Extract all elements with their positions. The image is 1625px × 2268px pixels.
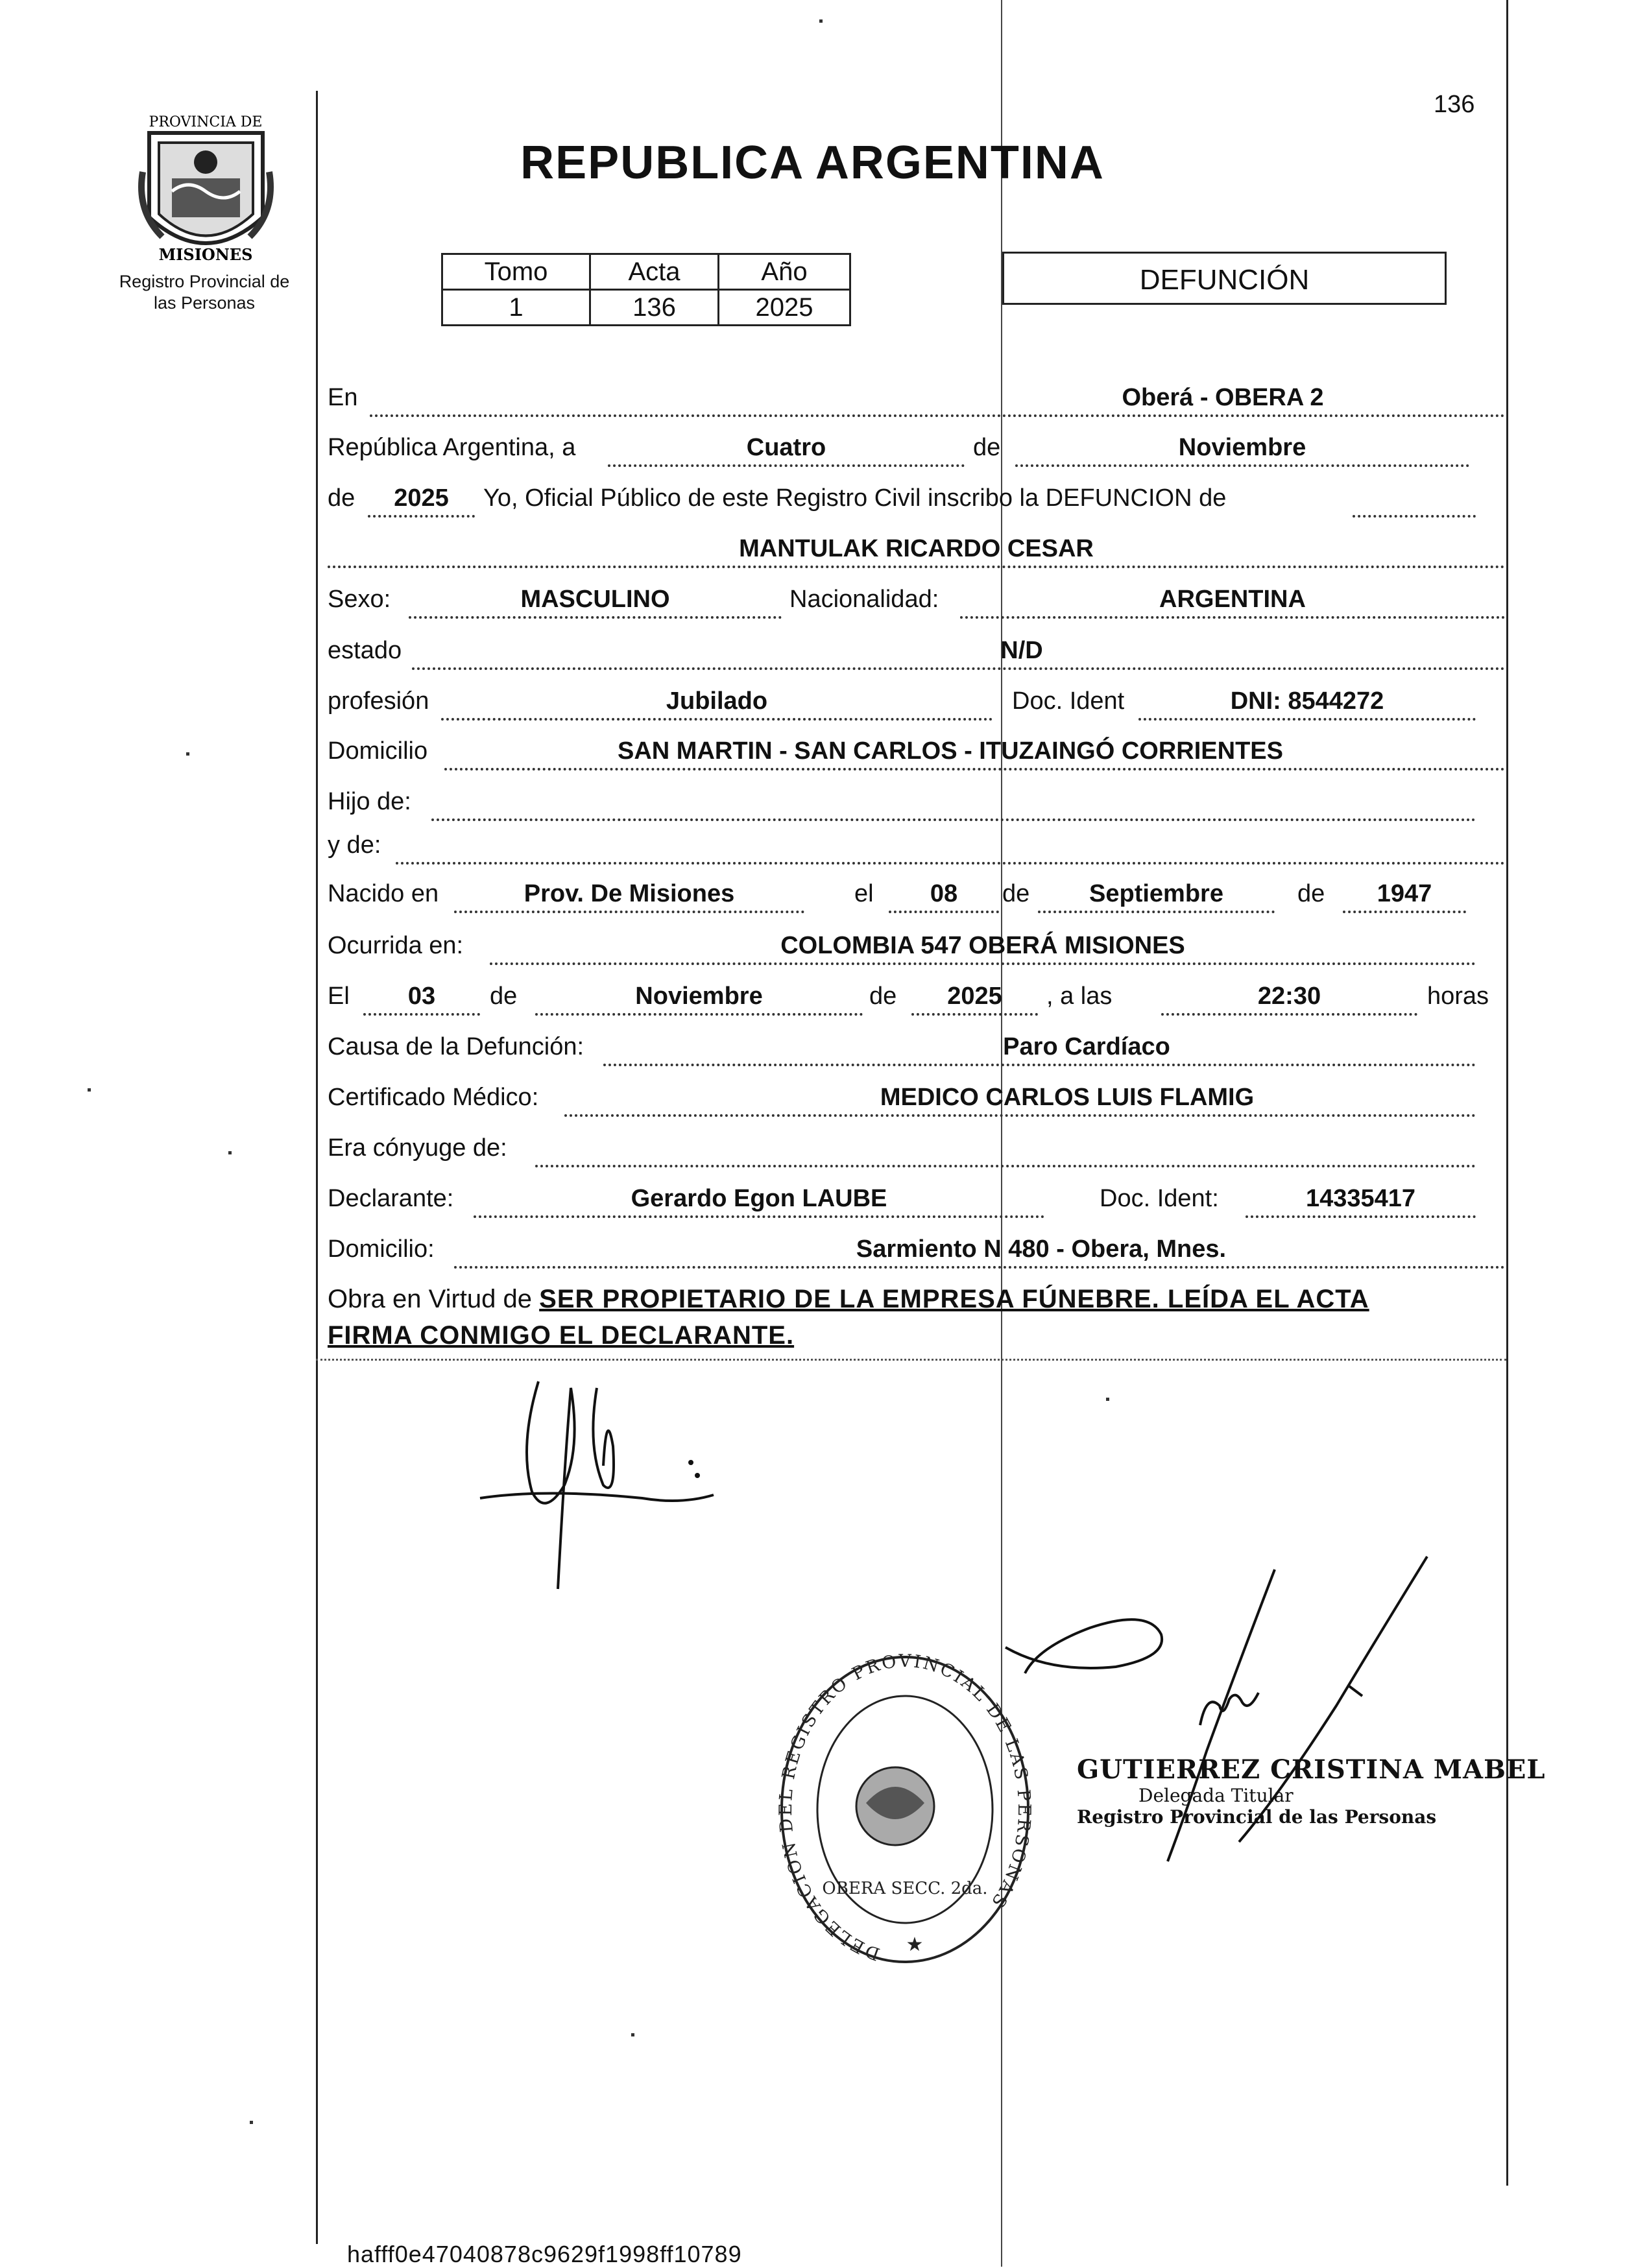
anio-header: Año — [719, 254, 850, 290]
logo-text-top: PROVINCIA DE — [149, 114, 263, 130]
row-fallecimiento — [328, 965, 1505, 1016]
horas-label: horas — [1427, 983, 1489, 1010]
oficial-text: Yo, Oficial Público de este Registro Civil inscribo la DEFUNCION de — [483, 484, 1227, 512]
fallec-mes: Noviembre — [635, 983, 763, 1010]
declarante-value: Gerardo Egon LAUBE — [631, 1185, 887, 1212]
obra-value-line1: SER PROPIETARIO DE LA EMPRESA FÚNEBRE. LEÍDA EL ACTA — [539, 1285, 1369, 1313]
causa-value: Paro Cardíaco — [1003, 1033, 1170, 1060]
acta-header: Acta — [590, 254, 719, 290]
row-nacido — [328, 863, 1505, 913]
fallec-dia: 03 — [407, 983, 436, 1010]
right-margin-line — [1506, 0, 1508, 2186]
stray-dot — [250, 2121, 253, 2124]
row-certificado — [328, 1066, 1505, 1117]
doc-label: Doc. Ident — [1012, 687, 1125, 715]
nacionalidad-value: ARGENTINA — [1159, 586, 1306, 613]
row-oficial — [328, 467, 1505, 518]
day-text: Cuatro — [746, 434, 826, 461]
row-domicilio2 — [328, 1218, 1505, 1269]
registry-label-line2: las Personas — [153, 293, 256, 313]
certificado-label: Certificado Médico: — [328, 1084, 539, 1111]
sexo-label: Sexo: — [328, 586, 391, 613]
row-sexo — [328, 568, 1505, 619]
de2-label: de — [328, 484, 355, 512]
declarant-signature — [467, 1368, 727, 1602]
stray-dot — [819, 19, 823, 23]
nacionalidad-label: Nacionalidad: — [789, 586, 939, 613]
nacido-dia: 08 — [930, 880, 958, 907]
stamp-inner-text: OBERA SECC. 2da. — [822, 1879, 988, 1898]
de6-label: de — [869, 983, 897, 1010]
alas-label: , a las — [1046, 983, 1113, 1010]
official-signature — [973, 1537, 1492, 1874]
tomo-value: 1 — [442, 290, 590, 326]
obra-label: Obra en Virtud de — [328, 1285, 533, 1313]
obra-separator — [316, 1359, 1506, 1361]
official-name: GUTIERREZ CRISTINA MABEL — [1077, 1754, 1546, 1785]
svg-text:★: ★ — [906, 1934, 924, 1955]
fallec-anio: 2025 — [947, 983, 1002, 1010]
row-deceased-name — [328, 518, 1505, 568]
estado-value: N/D — [1000, 637, 1043, 664]
ocurrida-value: COLOMBIA 547 OBERÁ MISIONES — [780, 932, 1185, 959]
row-conyuge — [328, 1117, 1505, 1167]
estado-label: estado — [328, 637, 402, 664]
nacido-anio: 1947 — [1377, 880, 1432, 907]
row-profesion — [328, 670, 1505, 721]
doc2-value: 14335417 — [1305, 1185, 1416, 1212]
domicilio2-value: Sarmiento N 480 - Obera, Mnes. — [856, 1235, 1227, 1263]
obra-en-virtud — [328, 1281, 1505, 1354]
domicilio-value: SAN MARTIN - SAN CARLOS - ITUZAINGÓ CORRIENTES — [618, 737, 1283, 765]
row-domicilio — [328, 720, 1505, 770]
doc-value: DNI: 8544272 — [1230, 687, 1384, 715]
row-ocurrida — [328, 914, 1505, 965]
de4-label: de — [1297, 880, 1325, 907]
doc2-label: Doc. Ident: — [1100, 1185, 1219, 1212]
de3-label: de — [1002, 880, 1030, 907]
en-label: En — [328, 384, 358, 411]
domicilio2-label: Domicilio: — [328, 1235, 435, 1263]
tomo-header: Tomo — [442, 254, 590, 290]
profesion-label: profesión — [328, 687, 429, 715]
record-type-box: DEFUNCIÓN — [1002, 252, 1447, 305]
row-estado — [328, 619, 1505, 670]
stray-dot — [631, 2033, 634, 2036]
row-declarante — [328, 1167, 1505, 1218]
yde-label: y de: — [328, 831, 381, 859]
registry-label-line1: Registro Provincial de — [119, 272, 290, 291]
record-reference-table — [441, 253, 851, 326]
certificado-value: MEDICO CARLOS LUIS FLAMIG — [880, 1084, 1255, 1111]
left-margin-line — [316, 91, 318, 2244]
sexo-value: MASCULINO — [520, 586, 670, 613]
stray-dot — [228, 1151, 232, 1154]
row-en — [328, 366, 1505, 417]
deceased-name: MANTULAK RICARDO CESAR — [739, 535, 1094, 562]
el-label: el — [854, 880, 874, 907]
declarante-label: Declarante: — [328, 1185, 454, 1212]
official-role: Delegada Titular — [1138, 1785, 1294, 1806]
en-value: Oberá - OBERA 2 — [1122, 384, 1324, 411]
causa-label: Causa de la Defunción: — [328, 1033, 584, 1060]
obra-value-line2: FIRMA CONMIGO EL DECLARANTE. — [328, 1321, 795, 1350]
registry-label — [97, 271, 311, 314]
anio-value: 2025 — [719, 290, 850, 326]
profesion-value: Jubilado — [666, 687, 768, 715]
row-yde — [328, 814, 1505, 865]
stray-dot — [1106, 1398, 1109, 1401]
fallec-hora: 22:30 — [1257, 983, 1321, 1010]
page-number: 136 — [1434, 91, 1475, 118]
year-value: 2025 — [394, 484, 449, 512]
de5-label: de — [490, 983, 518, 1010]
row-fecha — [328, 416, 1505, 467]
nacido-mes: Septiembre — [1089, 880, 1223, 907]
document-hash: hafff0e47040878c9629f1998ff10789 — [347, 2241, 742, 2267]
nacido-label: Nacido en — [328, 880, 439, 907]
document-title: REPUBLICA ARGENTINA — [520, 137, 1105, 189]
conyuge-label: Era cónyuge de: — [328, 1134, 507, 1162]
month-text: Noviembre — [1178, 434, 1306, 461]
stray-dot — [186, 752, 189, 756]
republica-label: República Argentina, a — [328, 434, 576, 461]
official-org: Registro Provincial de las Personas — [1077, 1806, 1437, 1828]
acta-value: 136 — [590, 290, 719, 326]
hijo-label: Hijo de: — [328, 788, 411, 815]
domicilio-label: Domicilio — [328, 737, 428, 765]
ocurrida-label: Ocurrida en: — [328, 932, 464, 959]
stray-dot — [88, 1088, 91, 1092]
el2-label: El — [328, 983, 350, 1010]
row-causa — [328, 1016, 1505, 1066]
stamp-ring-text: DELEGACION DEL REGISTRO PROVINCIAL DE LAS PERSONAS — [776, 1651, 1035, 1964]
de-label: de — [973, 434, 1001, 461]
nacido-lugar: Prov. De Misiones — [524, 880, 735, 907]
logo-text-bottom: MISIONES — [158, 245, 253, 264]
